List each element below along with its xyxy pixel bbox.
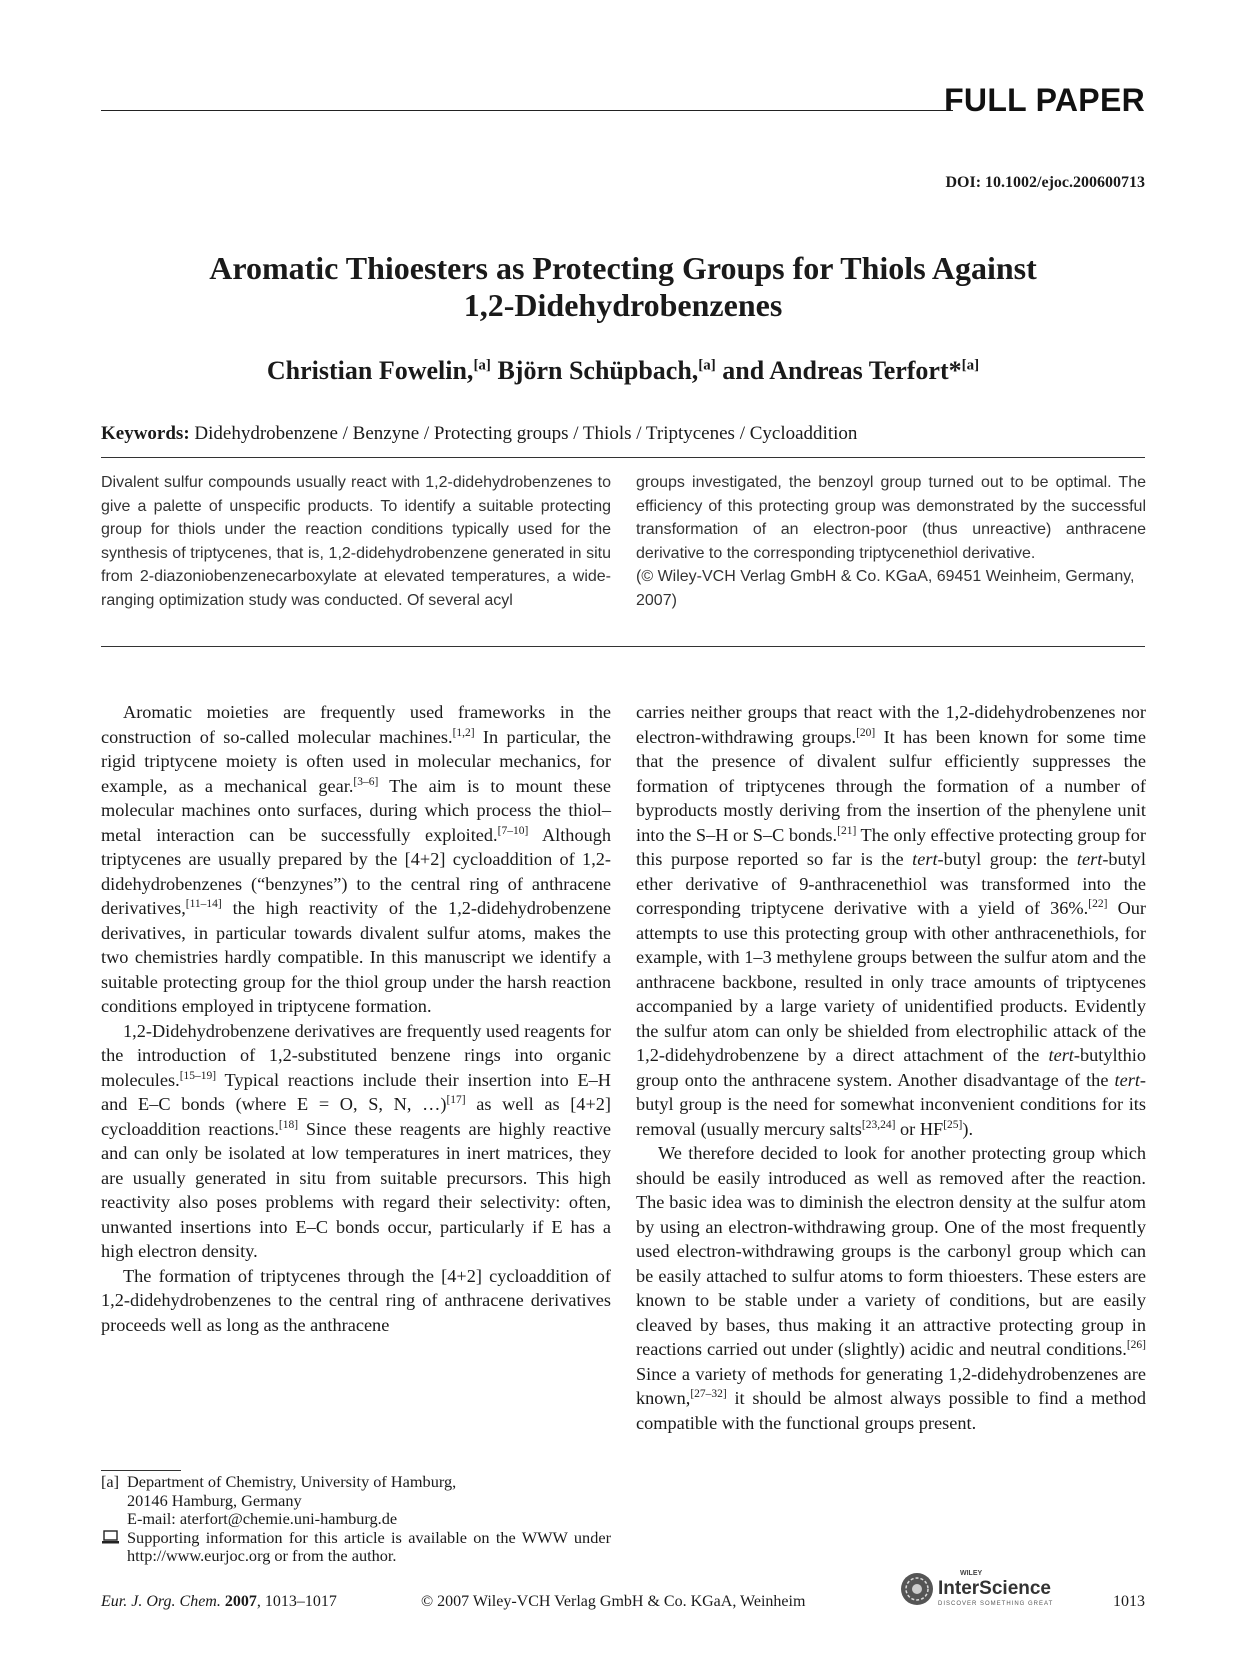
- logo-wordmark: InterScience: [938, 1578, 1051, 1599]
- citation: [7–10]: [497, 824, 529, 837]
- keywords: [101, 423, 857, 445]
- paragraph: The formation of triptycenes through the [4+2] cycloaddition of 1,2-didehydrobenzenes to the central ring of anthracene derivatives proceeds well as long as the anthracene: [101, 1265, 611, 1335]
- author-affiliation: [a]: [698, 357, 716, 374]
- abstract-rule-top: [101, 457, 1145, 458]
- affiliation-line: 20146 Hamburg, Germany: [127, 1490, 302, 1510]
- abstract-copyright: (© Wiley-VCH Verlag GmbH & Co. KGaA, 69451 Weinheim, Germany, 2007): [636, 568, 1135, 609]
- author-name: Christian Fowelin,: [266, 356, 474, 385]
- abstract-text: groups investigated, the benzoyl group turned out to be optimal. The efficiency of this protecting group was demonstrated by the successful transformation of an electron-poor (thus unreactive) anthracene derivative to the corresponding triptycenethiol derivative.: [636, 474, 1146, 562]
- logo-wiley: WILEY: [960, 1570, 983, 1577]
- paragraph: We therefore decided to look for another protecting group which should be easily introduced as well as removed after the reaction. The basic idea was to diminish the electron density at the sulfur atom by using an electron-withdrawing group. One of the most frequently used electron-withdrawing groups is the carbonyl group which can be easily attached to sulfur atoms to form thioesters. These esters are known to be stable under a variety of conditions, but are easily cleaved by bases, thus making it an attractive protecting group in reactions carried out under (slightly) acidic and neutral conditions.[26] Since a variety of methods for generating 1,2-didehydrobenzenes are known,[27–32] it should be almost always possible to find a method compatible with the functional groups present.: [636, 1143, 1146, 1433]
- author-list: [101, 356, 1145, 386]
- citation: [15–19]: [179, 1069, 217, 1082]
- title-line-2: 1,2-Didehydrobenzenes: [463, 287, 783, 323]
- footnote-mark: [a]: [101, 1472, 120, 1491]
- body-right-column: [636, 700, 1146, 1435]
- citation: [25]: [943, 1118, 963, 1131]
- globe-icon: [898, 1570, 936, 1608]
- affiliation-line: Department of Chemistry, University of Hamburg,: [127, 1472, 457, 1491]
- journal-name: Eur. J. Org. Chem.: [101, 1593, 221, 1610]
- citation: [18]: [278, 1118, 299, 1131]
- section-label: FULL PAPER: [944, 82, 1145, 118]
- paragraph: 1,2-Didehydrobenzene derivatives are frequently used reagents for the introduction of 1,2-substituted benzene rings into organic molecules.[15–19] Typical reactions include their insertion into E–H and E–C bonds (where E = O, S, N, …)[17] as well as [4+2] cycloaddition reactions.[18] Since these reagents are highly reactive and can only be isolated at low temperatures in inert matrices, they are usually generated in situ from suitable precursors. This high reactivity also poses problems with regard their selectivity: often, unwanted insertions into E–C bonds occur, particularly if E has a high electron density.: [101, 1020, 611, 1261]
- citation: [20]: [856, 726, 876, 739]
- citation: [21]: [837, 824, 857, 837]
- body-left-column: [101, 700, 611, 1337]
- footer-citation: [101, 1593, 337, 1611]
- citation: [1,2]: [452, 726, 475, 739]
- supporting-info: Supporting information for this article is available on the WWW under http://www.eurjoc.org or from the author.: [127, 1527, 611, 1566]
- interscience-logo: [898, 1570, 1064, 1610]
- abstract-rule-bottom: [101, 646, 1145, 647]
- citation: [23,24]: [861, 1118, 896, 1131]
- computer-icon: [101, 1529, 127, 1566]
- citation: [3–6]: [353, 775, 379, 788]
- paragraph: carries neither groups that react with the 1,2-didehydrobenzenes nor electron-withdrawing groups.[20] It has been known for some time that the presence of divalent sulfur efficiently suppresses the formation of triptycenes through the formation of a number of byproducts mostly deriving from the insertion of the phenylene unit into the S–H or S–C bonds.[21] The only effective protecting group for this purpose reported so far is the tert-butyl group: the tert-butyl ether derivative of 9-anthracenethiol was transformed into the corresponding triptycene derivative with a yield of 36%.[22] Our attempts to use this protecting group with other anthracenethiols, for example, with 1–3 methylene groups between the sulfur atom and the anthracene backbone, resulted in only trace amounts of triptycenes accompanied by a large variety of unidentified products. Evidently the sulfur atom can only be shielded from electrophilic attack of the 1,2-didehydrobenzene by a direct attachment of the tert-butylthio group onto the anthracene system. Another disadvantage of the tert-butyl group is the need for somewhat inconvenient conditions for its removal (usually mercury salts[23,24] or HF[25]).: [636, 702, 1146, 1139]
- citation: [17]: [446, 1093, 466, 1106]
- citation: [26]: [1126, 1338, 1146, 1351]
- citation: [11–14]: [185, 897, 222, 910]
- affiliation-email: E-mail: aterfort@chemie.uni-hamburg.de: [127, 1509, 398, 1529]
- author-affiliation: [a]: [961, 357, 980, 374]
- keywords-label: Keywords:: [101, 423, 190, 444]
- page-number: 1013: [1113, 1593, 1145, 1610]
- citation: [27–32]: [690, 1387, 727, 1400]
- abstract-right-column: [636, 471, 1146, 613]
- author-affiliation: [a]: [473, 357, 491, 374]
- footer-copyright: © 2007 Wiley-VCH Verlag GmbH & Co. KGaA, Weinheim: [421, 1593, 806, 1610]
- author-join: and: [722, 356, 765, 385]
- abstract-left-column: Divalent sulfur compounds usually react with 1,2-didehydrobenzenes to give a palette of unspecific products. To identify a suitable protecting group for thiols under the reaction conditions typically used for the synthesis of triptycenes, that is, 1,2-didehydrobenzene generated in situ from 2-diazoniobenzenecarboxylate at elevated temperatures, a wide-ranging optimization study was conducted. Of several acyl: [101, 474, 611, 609]
- header-rule: [101, 110, 953, 111]
- footnotes: [101, 1473, 611, 1566]
- logo-tagline: DISCOVER SOMETHING GREAT: [938, 1601, 1054, 1607]
- author-name: Björn Schüpbach,: [497, 356, 699, 385]
- title-line-1: Aromatic Thioesters as Protecting Groups for Thiols Against: [209, 250, 1037, 286]
- citation: [22]: [1088, 897, 1108, 910]
- journal-year: 2007: [224, 1593, 257, 1610]
- article-title: [101, 250, 1145, 324]
- journal-pages: , 1013–1017: [256, 1593, 337, 1610]
- footnote-rule: [101, 1470, 181, 1471]
- paragraph: Aromatic moieties are frequently used frameworks in the construction of so-called molecular machines.[1,2] In particular, the rigid triptycene moiety is often used in molecular mechanics, for example, as a mechanical gear.[3–6] The aim is to mount these molecular machines onto surfaces, during which process the thiol–metal interaction can be successfully exploited.[7–10] Although triptycenes are usually prepared by the [4+2] cycloaddition of 1,2-didehydrobenzenes (“benzynes”) to the central ring of anthracene derivatives,[11–14] the high reactivity of the 1,2-didehydrobenzene derivatives, in particular towards divalent sulfur atoms, makes the two chemistries hardly compatible. In this manuscript we identify a suitable protecting group for the thiol group under the harsh reaction conditions employed in triptycene formation.: [101, 702, 612, 1016]
- author-name: Andreas Terfort*: [769, 356, 962, 385]
- keywords-text: Didehydrobenzene / Benzyne / Protecting groups / Thiols / Triptycenes / Cycloaddition: [194, 423, 858, 444]
- doi: DOI: 10.1002/ejoc.200600713: [945, 174, 1145, 191]
